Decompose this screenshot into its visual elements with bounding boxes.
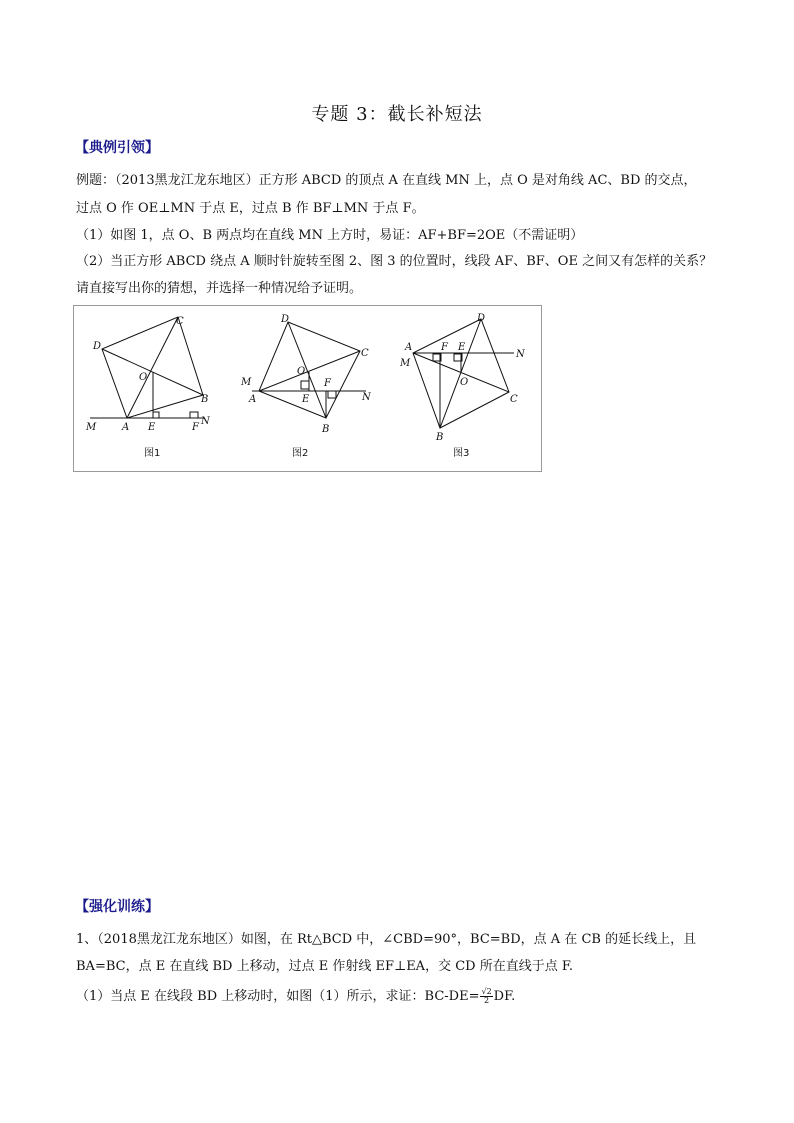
figure-panel bbox=[73, 305, 542, 472]
fig1-label-A: A bbox=[122, 422, 130, 433]
fig3-label-A: A bbox=[405, 342, 413, 353]
fig1-label-C: C bbox=[176, 316, 184, 327]
fig3-label-F: F bbox=[441, 342, 448, 353]
fig1-label-F: F bbox=[192, 422, 199, 433]
figure-2-caption: 图2 bbox=[292, 448, 309, 459]
fig1-label-E: E bbox=[148, 422, 156, 433]
fig2-label-N: N bbox=[362, 392, 371, 403]
fig3-label-N: N bbox=[516, 349, 525, 360]
fig2-label-M: M bbox=[241, 377, 252, 388]
page-title: 专题 3：截长补短法 bbox=[311, 104, 483, 125]
fig3-label-B: B bbox=[436, 432, 444, 443]
exercise-text-line-3 bbox=[76, 985, 515, 1005]
fig1-label-O: O bbox=[139, 372, 148, 383]
fig2-label-E: E bbox=[302, 394, 310, 405]
section-heading-examples: 【典例引领】 bbox=[75, 140, 159, 156]
fig1-label-D: D bbox=[93, 341, 102, 352]
exercise-text-line-1: 1、（2018黑龙江龙东地区）如图，在 Rt△BCD 中，∠CBD=90°，BC=BD，点 A 在 CB 的延长线上，且 bbox=[76, 932, 697, 947]
exercise-line-3-suffix: DF. bbox=[493, 989, 516, 1004]
fig1-label-M: M bbox=[86, 422, 97, 433]
fig3-label-E: E bbox=[458, 342, 466, 353]
fig2-label-O: O bbox=[297, 366, 306, 377]
fraction-denominator: 2 bbox=[484, 996, 490, 1005]
geometry-figures bbox=[74, 306, 543, 473]
fraction-root2-over-2 bbox=[480, 988, 492, 1005]
fig1-label-B: B bbox=[201, 394, 209, 405]
exercise-line-3-prefix: （1）当点 E 在线段 BD 上移动时，如图（1）所示，求证：BC-DE= bbox=[76, 989, 480, 1004]
figure-3-drawing bbox=[413, 319, 514, 428]
example-text-line-3: （1）如图 1，点 O、B 两点均在直线 MN 上方时，易证：AF+BF=2OE（不需证明） bbox=[76, 228, 584, 243]
fig2-label-D: D bbox=[281, 314, 290, 325]
example-text-line-5: 请直接写出你的猜想，并选择一种情况给予证明。 bbox=[76, 281, 363, 296]
fig2-label-B: B bbox=[322, 424, 330, 435]
fig3-label-C: C bbox=[510, 394, 518, 405]
example-text-line-2: 过点 O 作 OE⊥MN 于点 E，过点 B 作 BF⊥MN 于点 F。 bbox=[76, 201, 425, 216]
fig2-label-A: A bbox=[249, 394, 257, 405]
fig3-label-D: D bbox=[477, 313, 486, 324]
example-text-line-4: （2）当正方形 ABCD 绕点 A 顺时针旋转至图 2、图 3 的位置时，线段 AF、BF、OE 之间又有怎样的关系？ bbox=[76, 254, 713, 269]
fig2-label-C: C bbox=[361, 348, 369, 359]
fig2-label-F: F bbox=[324, 378, 331, 389]
figure-1-drawing bbox=[90, 317, 204, 418]
fig3-label-M: M bbox=[400, 358, 411, 369]
fraction-numerator: √2 bbox=[481, 987, 492, 996]
figure-1-caption: 图1 bbox=[144, 448, 161, 459]
example-text-line-1: 例题：（2013黑龙江龙东地区）正方形 ABCD 的顶点 A 在直线 MN 上，点 O 是对角线 AC、BD 的交点， bbox=[76, 173, 697, 188]
fig1-label-N: N bbox=[201, 416, 210, 427]
fig3-label-O: O bbox=[460, 377, 469, 388]
figure-3-caption: 图3 bbox=[453, 448, 470, 459]
exercise-text-line-2: BA=BC，点 E 在直线 BD 上移动，过点 E 作射线 EF⊥EA，交 CD 所在直线于点 F. bbox=[76, 959, 573, 974]
section-heading-exercises: 【强化训练】 bbox=[75, 899, 159, 915]
